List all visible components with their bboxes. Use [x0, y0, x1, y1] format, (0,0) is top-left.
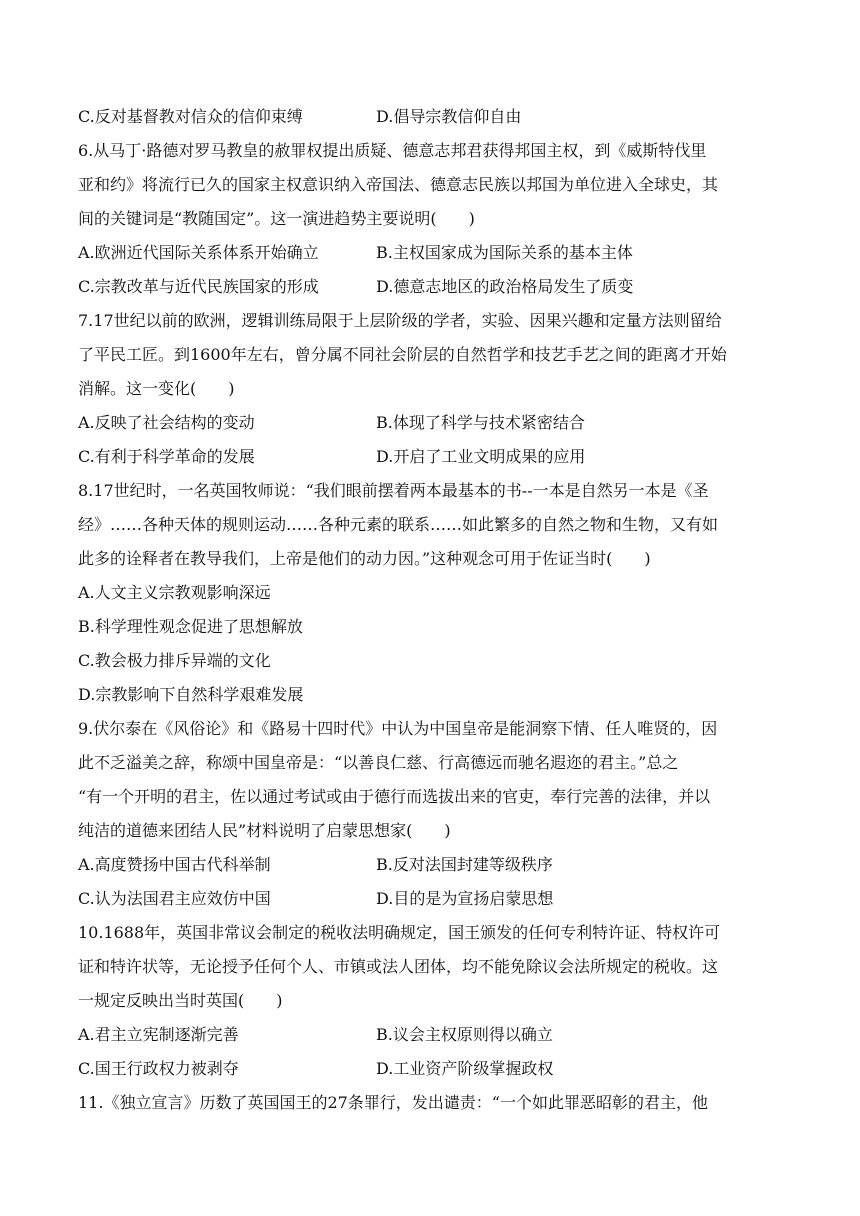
q5-option-d: D.倡导宗教信仰自由: [376, 107, 522, 126]
q6-options-row-2: [78, 270, 782, 304]
q7-stem-line: 7.17世纪以前的欧洲，逻辑训练局限于上层阶级的学者，实验、因果兴趣和定量方法则留给: [78, 311, 722, 330]
q10-options-row-1: [78, 1018, 782, 1052]
q7-stem-line: 消解。这一变化( ): [78, 379, 235, 398]
q10-option-b: B.议会主权原则得以确立: [376, 1025, 553, 1044]
question-11: [78, 1086, 782, 1120]
q10-option-c: C.国王行政权力被剥夺: [78, 1059, 239, 1078]
q9-options-row-2: [78, 882, 782, 916]
question-10: [78, 916, 782, 1086]
q8-option-c: C.教会极力排斥异端的文化: [78, 651, 271, 670]
q6-options-row-1: [78, 236, 782, 270]
q8-option-a: A.人文主义宗教观影响深远: [78, 583, 271, 602]
q10-stem-line: 一规定反映出当时英国( ): [78, 991, 283, 1010]
q8-option-d: D.宗教影响下自然科学艰难发展: [78, 685, 304, 704]
question-7: [78, 304, 782, 474]
q10-options-row-2: [78, 1052, 782, 1086]
q7-option-a: A.反映了社会结构的变动: [78, 413, 255, 432]
q9-stem-line: 纯洁的道德来团结人民”材料说明了启蒙思想家( ): [78, 821, 451, 840]
question-6: [78, 134, 782, 304]
q7-option-c: C.有利于科学革命的发展: [78, 447, 255, 466]
q6-stem-line: 间的关键词是“教随国定”。这一演进趋势主要说明( ): [78, 209, 475, 228]
q6-option-a: A.欧洲近代国际关系体系开始确立: [78, 243, 319, 262]
q6-option-c: C.宗教改革与近代民族国家的形成: [78, 277, 319, 296]
q9-options-row-1: [78, 848, 782, 882]
q8-stem-line: 8.17世纪时，一名英国牧师说：“我们眼前摆着两本最基本的书--一本是自然另一本是《圣: [78, 481, 709, 500]
q9-option-b: B.反对法国封建等级秩序: [376, 855, 553, 874]
q9-stem-line: 9.伏尔泰在《风俗论》和《路易十四时代》中认为中国皇帝是能洞察下情、任人唯贤的，因: [78, 719, 718, 738]
q8-stem-line: 此多的诠释者在教导我们，上帝是他们的动力因。”这种观念可用于佐证当时( ): [78, 549, 651, 568]
q7-option-d: D.开启了工业文明成果的应用: [376, 447, 586, 466]
q9-stem-line: 此不乏溢美之辞，称颂中国皇帝是：“以善良仁慈、行高德远而驰名遐迩的君主。”总之: [78, 753, 679, 772]
q9-stem-line: “有一个开明的君主，佐以通过考试或由于德行而选拔出来的官吏，奉行完善的法律，并以: [78, 787, 711, 806]
q11-stem-line: 11.《独立宣言》历数了英国国王的27条罪行，发出谴责：“一个如此罪恶昭彰的君主，他: [78, 1093, 708, 1112]
q8-option-b: B.科学理性观念促进了思想解放: [78, 617, 303, 636]
q5-option-c: C.反对基督教对信众的信仰束缚: [78, 107, 303, 126]
document-page: [78, 100, 782, 1120]
q6-option-d: D.德意志地区的政治格局发生了质变: [376, 277, 634, 296]
q6-stem-line: 亚和约》将流行已久的国家主权意识纳入帝国法、德意志民族以邦国为单位进入全球史，其: [78, 175, 719, 194]
q10-stem-line: 证和特许状等，无论授予任何个人、市镇或法人团体，均不能免除议会法所规定的税收。这: [78, 957, 719, 976]
q6-option-b: B.主权国家成为国际关系的基本主体: [376, 243, 633, 262]
q9-option-a: A.高度赞扬中国古代科举制: [78, 855, 271, 874]
q10-stem-line: 10.1688年，英国非常议会制定的税收法明确规定，国王颁发的任何专利特许证、特权许可: [78, 923, 721, 942]
q9-option-d: D.目的是为宣扬启蒙思想: [376, 889, 554, 908]
question-8: [78, 474, 782, 712]
q8-stem-line: 经》……各种天体的规则运动……各种元素的联系……如此繁多的自然之物和生物，又有如: [78, 515, 719, 534]
q10-option-d: D.工业资产阶级掌握政权: [376, 1059, 554, 1078]
q7-stem-line: 了平民工匠。到1600年左右，曾分属不同社会阶层的自然哲学和技艺手艺之间的距离才开始: [78, 345, 727, 364]
q7-options-row-2: [78, 440, 782, 474]
q5-options-row-2: [78, 100, 782, 134]
q9-option-c: C.认为法国君主应效仿中国: [78, 889, 271, 908]
q7-option-b: B.体现了科学与技术紧密结合: [376, 413, 585, 432]
q6-stem-line: 6.从马丁·路德对罗马教皇的赦罪权提出质疑、德意志邦君获得邦国主权，到《威斯特伐里: [78, 141, 707, 160]
q7-options-row-1: [78, 406, 782, 440]
question-9: [78, 712, 782, 916]
q10-option-a: A.君主立宪制逐渐完善: [78, 1025, 239, 1044]
